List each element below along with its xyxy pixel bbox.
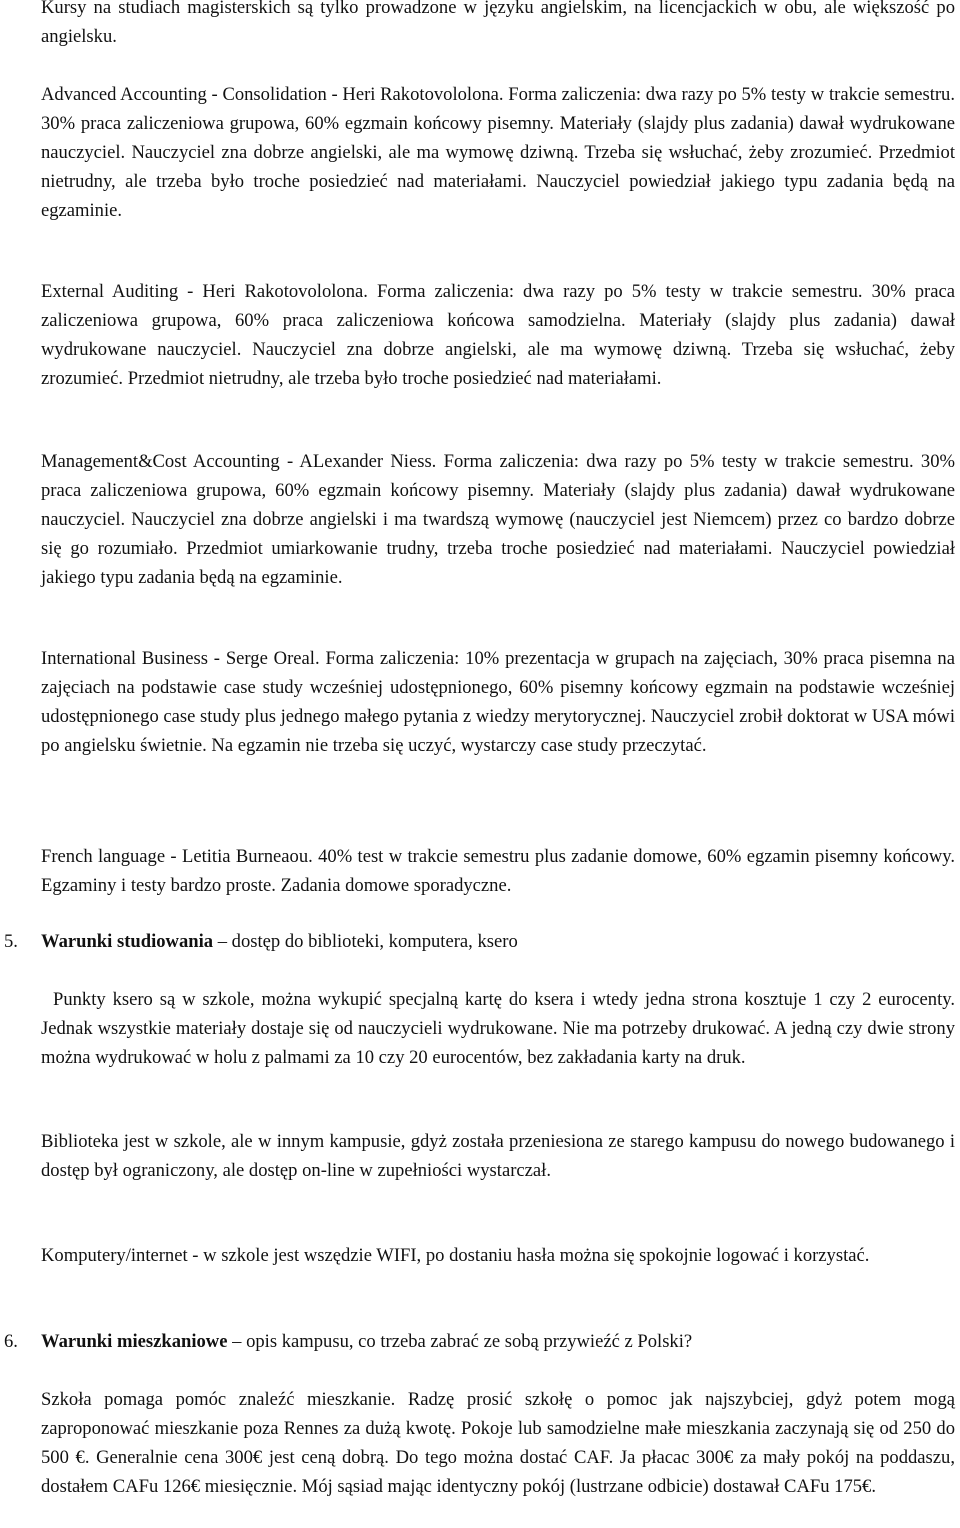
section-title: Warunki mieszkaniowe [41, 1331, 228, 1352]
section-number: 6. [4, 1331, 18, 1352]
housing-paragraph: Szkoła pomaga pomóc znaleźć mieszkanie. Radzę prosić szkołę o pomoc jak najszybciej, gdyż potem mogą zaproponować mieszkanie poza Rennes za dużą kwotę. Pokoje lub samodzielne małe mieszkania zaczynają się od 250 do 500 €. Generalnie cena 300€ jest ceną dobrą. Do tego można dostać CAF. Ja płacac 300€ za mały pokój na poddaszu, dostałem CAFu 126€ miesięcznie. Mój sąsiad mając identyczny pokój (lustrzane odbicie) dostawał CAFu 175€. [41, 1389, 955, 1497]
course-external-auditing: External Auditing - Heri Rakotovololona. Forma zaliczenia: dwa razy po 5% testy w trakcie semestru. 30% praca zaliczeniowa grupowa, 60% praca zaliczeniowa końcowa samodzielna. Materiały (slajdy plus zadania) dawał wydrukowane nauczyciel. Nauczyciel zna dobrze angielski, ale ma wymowę dziwną. Trzeba się wsłuchać, żeby zrozumieć. Przedmiot nietrudny, ale trzeba było troche posiedzieć nad materiałami. [41, 281, 955, 389]
section-number: 5. [4, 931, 18, 952]
section-6-heading [0, 1327, 955, 1356]
section-subtitle: – opis kampusu, co trzeba zabrać ze sobą przywieźć z Polski? [227, 1331, 693, 1352]
computers-paragraph: Komputery/internet - w szkole jest wszędzie WIFI, po dostaniu hasła można się spokojnie logować i korzystać. [41, 1245, 870, 1266]
library-paragraph: Biblioteka jest w szkole, ale w innym kampusie, gdyż została przeniesiona ze starego kampusu do nowego budowanego i dostęp był ograniczony, ale dostęp on-line w zupełniości wystarczał. [41, 1131, 955, 1181]
intro-paragraph: Kursy na studiach magisterskich są tylko prowadzone w języku angielskim, na licencjackich w obu, ale większość po angielsku. [41, 0, 955, 47]
section-title: Warunki studiowania [41, 931, 214, 952]
copy-paragraph: Punkty ksero są w szkole, można wykupić specjalną kartę do ksera i wtedy jedna strona kosztuje 1 czy 2 eurocenty. Jednak wszystkie materiały dostaje się od nauczycieli wydrukowane. Nie ma potrzeby drukować. A jedną czy dwie strony można wydrukować w holu z palmami za 10 czy 20 eurocentów, bez zakładania karty na druk. [41, 989, 955, 1068]
section-5-heading [0, 927, 955, 956]
course-french-language: French language - Letitia Burneaou. 40% test w trakcie semestru plus zadanie domowe, 60% egzamin pisemny końcowy. Egzaminy i testy bardzo proste. Zadania domowe sporadyczne. [41, 846, 955, 896]
section-subtitle: – dostęp do biblioteki, komputera, ksero [213, 931, 518, 952]
course-management-cost-accounting: Management&Cost Accounting - ALexander Niess. Forma zaliczenia: dwa razy po 5% testy w trakcie semestru. 30% praca zaliczeniowa grupowa, 60% egzmain końcowy pisemny. Materiały (slajdy plus zadania) dawał wydrukowane nauczyciel. Nauczyciel zna dobrze angielski i ma twardszą wymowę (nauczyciel jest Niemcem) przez co bardzo dobrze się go rozumiało. Przedmiot umiarkowanie trudny, trzeba troche posiedzieć nad materiałami. Nauczyciel powiedział jakiego typu zadania będą na egzaminie. [41, 451, 955, 588]
course-advanced-accounting: Advanced Accounting - Consolidation - Heri Rakotovololona. Forma zaliczenia: dwa razy po 5% testy w trakcie semestru. 30% praca zaliczeniowa grupowa, 60% egzmain końcowy pisemny. Materiały (slajdy plus zadania) dawał wydrukowane nauczyciel. Nauczyciel zna dobrze angielski, ale ma wymowę dziwną. Trzeba się wsłuchać, żeby zrozumieć. Przedmiot nietrudny, ale trzeba było troche posiedzieć nad materiałami. Nauczyciel powiedział jakiego typu zadania będą na egzaminie. [41, 84, 955, 221]
course-international-business: International Business - Serge Oreal. Forma zaliczenia: 10% prezentacja w grupach na zajęciach, 30% praca pisemna na zajęciach na podstawie case study wcześniej udostępnionego, 60% pisemny końcowy egzmain na podstawie wcześniej udostępnionego case study plus jednego małego pytania z wiedzy merytorycznej. Nauczyciel zrobił doktorat w USA mówi po angielsku świetnie. Na egzamin nie trzeba się uczyć, wystarczy case study przeczytać. [41, 648, 955, 756]
